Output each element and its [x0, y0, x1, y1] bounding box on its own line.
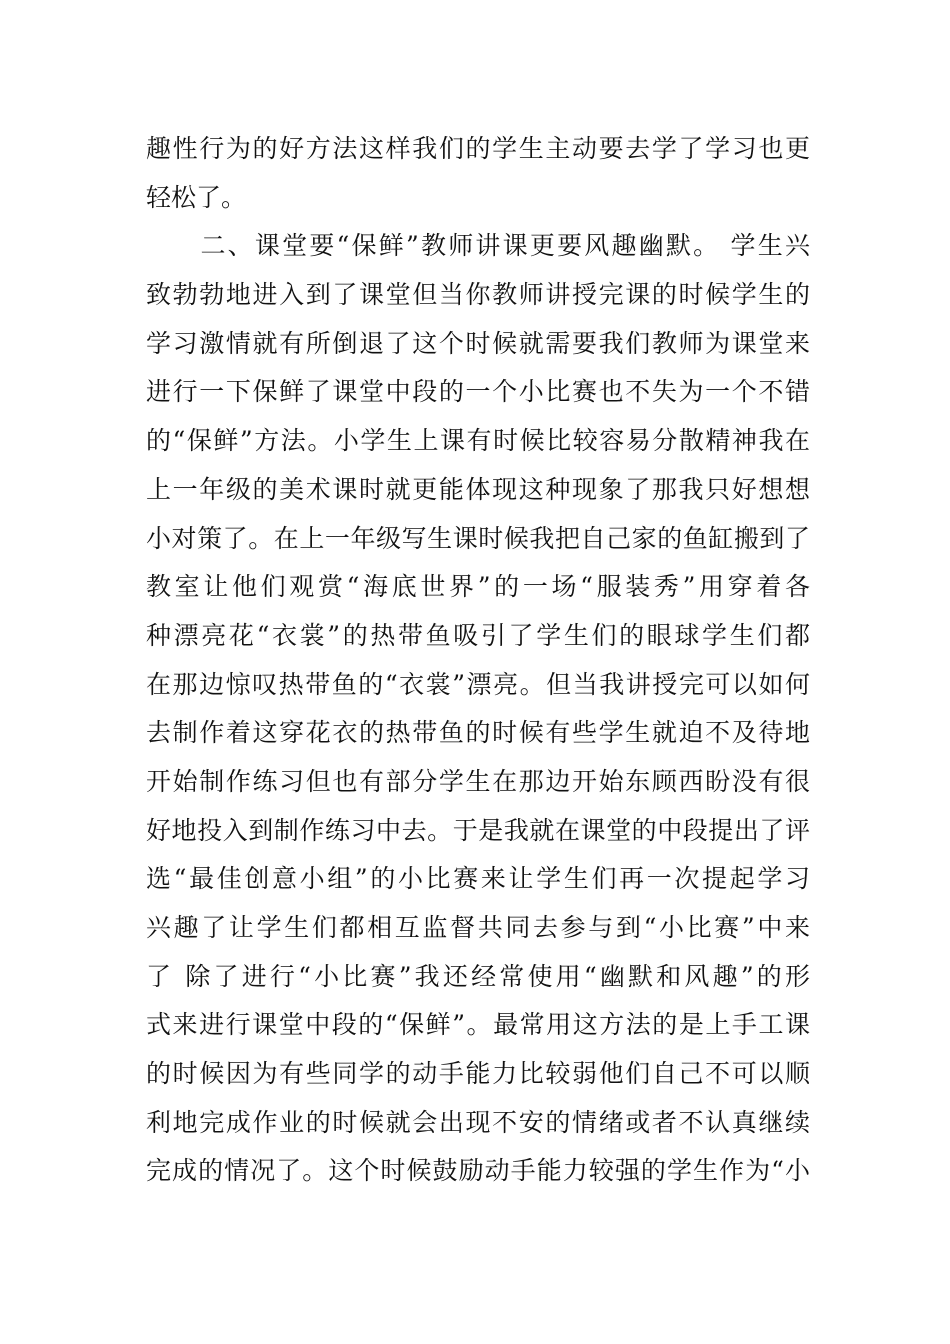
text-line: 开始制作练习但也有部分学生在那边开始东顾西盼没有很 [146, 766, 810, 796]
text-line: 兴趣了让学生们都相互监督共同去参与到“小比赛”中来 [146, 913, 810, 942]
text-line: 在那边惊叹热带鱼的“衣裳”漂亮。但当我讲授完可以如何 [146, 669, 810, 699]
text-line: 种漂亮花“衣裳”的热带鱼吸引了学生们的眼球学生们都 [146, 620, 810, 650]
text-line: 致勃勃地进入到了课堂但当你教师讲授完课的时候学生的 [146, 280, 810, 310]
body-text [146, 125, 810, 1196]
text-line: 进行一下保鲜了课堂中段的一个小比赛也不失为一个不错 [146, 377, 810, 407]
text-line: 完成的情况了。这个时候鼓励动手能力较强的学生作为“小 [146, 1156, 810, 1186]
text-line: 的“保鲜”方法。小学生上课有时候比较容易分散精神我在 [146, 426, 810, 456]
text-line: 好地投入到制作练习中去。于是我就在课堂的中段提出了评 [146, 815, 810, 845]
text-line: 了 除了进行“小比赛”我还经常使用“幽默和风趣”的形 [146, 961, 810, 991]
text-line: 教室让他们观赏“海底世界”的一场“服装秀”用穿着各 [146, 572, 810, 602]
text-line: 选“最佳创意小组”的小比赛来让学生们再一次提起学习 [146, 864, 810, 894]
text-line: 利地完成作业的时候就会出现不安的情绪或者不认真继续 [146, 1107, 810, 1137]
text-line: 轻松了。 [146, 182, 247, 212]
text-line: 去制作着这穿花衣的热带鱼的时候有些学生就迫不及待地 [146, 718, 810, 748]
text-line: 式来进行课堂中段的“保鲜”。最常用这方法的是上手工课 [146, 1010, 810, 1040]
text-line: 趣性行为的好方法这样我们的学生主动要去学了学习也更 [146, 134, 810, 163]
text-line: 小对策了。在上一年级写生课时候我把自己家的鱼缸搬到了 [146, 523, 810, 553]
section-heading-line: 二、课堂要“保鲜”教师讲课更要风趣幽默。 学生兴 [146, 231, 810, 261]
text-line: 的时候因为有些同学的动手能力比较弱他们自己不可以顺 [146, 1059, 810, 1089]
text-line: 上一年级的美术课时就更能体现这种现象了那我只好想想 [146, 474, 810, 504]
text-line: 学习激情就有所倒退了这个时候就需要我们教师为课堂来 [146, 328, 810, 358]
